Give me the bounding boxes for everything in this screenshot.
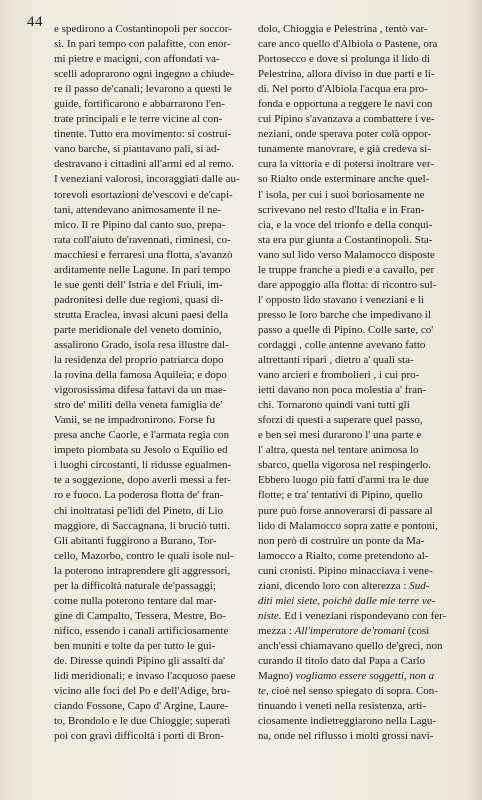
right-column-line: sbarco, quella vigorosa nel respingerlo. bbox=[258, 459, 431, 472]
quoted-speech: te, bbox=[258, 685, 269, 698]
left-column-line: destravano i cittadini all'armi ed al remo. bbox=[54, 158, 235, 171]
left-column-line: stro de' militi della veneta famiglia de' bbox=[54, 399, 223, 412]
left-column-line: rata coll'aiuto de'ravennati, riminesi, co- bbox=[54, 233, 231, 246]
right-column-line: tunamente manovrare, e già credeva si- bbox=[258, 143, 431, 156]
right-column-line: ziani, dicendo loro con alterezza : Sud- bbox=[258, 579, 430, 592]
right-column-line: care anco quello d'Albiola o Pastene, ora bbox=[258, 38, 438, 51]
page-number: 44 bbox=[27, 14, 43, 30]
right-column-line: scrivevano nel resto d'Italia e in Fran- bbox=[258, 203, 425, 216]
left-column-line: vano barche, si piantavano pali, si ad- bbox=[54, 143, 221, 156]
right-column-line: niste. Ed i veneziani rispondevano con fer- bbox=[258, 609, 447, 622]
right-column-line: cordaggi , colle antenne avevano fatto bbox=[258, 338, 426, 351]
left-column-line: come nulla poterono tentare dal mar- bbox=[54, 594, 217, 607]
right-column-line: mezza : All'imperatore de'romani (così bbox=[258, 624, 430, 637]
right-column-line: e ben sei mesi durarono l' una parte e bbox=[258, 429, 422, 442]
left-column-line: I veneziani valorosi, incoraggiati dalle au- bbox=[54, 173, 240, 186]
right-text-column bbox=[258, 22, 463, 744]
right-column-line: fonda e opportuna a reggere le navi con bbox=[258, 98, 433, 111]
right-column-line: presso le loro barche che impedivano il bbox=[258, 308, 431, 321]
right-column-line: cia, e la voce del trionfo e della conqui- bbox=[258, 218, 433, 231]
right-column-line: vano arcieri e frombolieri , i cui pro- bbox=[258, 369, 420, 382]
left-column-line: re il passo de'canali; levarono a questi le bbox=[54, 83, 232, 96]
left-column-line: trate principali e le terre vicine al con- bbox=[54, 113, 223, 126]
left-column-line: maggiore, di Saccagnana, li bruciò tutti. bbox=[54, 519, 230, 532]
left-column-line: ben muniti e tolte da per tutto le gui- bbox=[54, 639, 216, 652]
left-column-line: scelli adoprarono ogni ingegno a chiude- bbox=[54, 68, 234, 81]
left-column-line: padronitesi delle due regioni, quasi di- bbox=[54, 293, 224, 306]
right-column-line: le truppe franche a piedi e a cavallo, per bbox=[258, 263, 435, 276]
left-column-line: presa anche Caorle, e l'armata regia con bbox=[54, 429, 230, 442]
right-column-line: Portosecco e dove si prolunga il lido di bbox=[258, 53, 430, 66]
left-column-line: i luoghi circostanti, li ridusse egualmen- bbox=[54, 459, 232, 472]
left-column-line: chi inoltratasi pe'lidi del Pineto, di Lio bbox=[54, 504, 224, 517]
right-column-line: tinuando i veneti nella resistenza, arti- bbox=[258, 700, 426, 713]
right-column-line: curando il titolo dato dal Papa a Carlo bbox=[258, 654, 426, 667]
left-column-line: lidi meridionali; e invaso l'acquoso paese bbox=[54, 670, 236, 683]
right-column-line: Ebbero luogo più fatti d'armi tra le due bbox=[258, 474, 429, 487]
left-column-line: mi pietre e macigni, con affondati va- bbox=[54, 53, 220, 66]
right-column-line: lido di Malamocco sopra zatte e pontoni, bbox=[258, 519, 438, 532]
left-column-line: macchiesi e ferraresi una flotta, s'avanzò bbox=[54, 248, 233, 261]
right-column-line: dare appoggio alla flotta: di ricontro sul- bbox=[258, 278, 437, 291]
left-column-line: le sue genti dell' Istria e del Friuli, im- bbox=[54, 278, 223, 291]
right-column-line: dolo, Chioggia e Pelestrina , tentò var- bbox=[258, 23, 428, 35]
right-column-line: sta era pur giunta a Costantinopoli. Sta- bbox=[258, 233, 433, 246]
right-column-line: l' opposto lido stavano i veneziani e li bbox=[258, 293, 425, 306]
left-column-line: mico. Il re Pipino dal canto suo, prepa- bbox=[54, 218, 226, 231]
left-column-line: impeto piombata su Jesolo o Equilio ed bbox=[54, 444, 228, 457]
left-column-line: vicino alle foci del Po e dell'Adige, bru- bbox=[54, 685, 231, 698]
right-column-line: chi. Tornarono quindi vani tutti gli bbox=[258, 399, 410, 412]
left-column-line: ro e fuoco. La poderosa flotta de' fran- bbox=[54, 489, 224, 502]
left-column-line: guide, fortificarono e abbarrarono l'en- bbox=[54, 98, 225, 111]
left-column-line: la rovina della famosa Aquileia; e dopo bbox=[54, 369, 227, 382]
left-column-line: poi con gravi difficoltà i porti di Bron- bbox=[54, 730, 224, 743]
right-column-line: l' isola, per cui i suoi boriosamente ne bbox=[258, 188, 425, 201]
left-column-line: te a soggezione, dopo averli messi a fer- bbox=[54, 474, 231, 487]
right-column-line: cui Pipino s'avanzava a combattere i ve- bbox=[258, 113, 435, 126]
right-column-line: altrettanti ripari , dietro a' quali sta- bbox=[258, 354, 414, 367]
right-column-line: Magno) vogliamo essere soggetti, non a bbox=[258, 670, 435, 683]
left-column-line: Vanii, se ne impadronirono. Forse fu bbox=[54, 414, 215, 427]
left-column-line: to, Brondolo e le due Chioggie; superati bbox=[54, 715, 231, 728]
left-column-line: arditamente nelle Lagune. In pari tempo bbox=[54, 263, 231, 276]
quoted-speech: diti miei siete, poichè dalle mie terre ve- bbox=[258, 594, 436, 607]
right-column-line: ciosamente indietreggiarono nella Lagu- bbox=[258, 715, 437, 728]
right-column-line: na, onde nel riflusso i molti grossi navi- bbox=[258, 730, 434, 743]
left-column-line: tani, attendevano animosamente il ne- bbox=[54, 203, 222, 216]
right-column-line: lamocco a Rialto, come pretendono al- bbox=[258, 549, 429, 562]
left-column-line: nifico, essendo i canali artificiosamente bbox=[54, 624, 229, 637]
left-column-line: cello, Mazorbo, contro le quali isole nul- bbox=[54, 549, 234, 562]
right-column-line: flotte; e tra' tentativi di Pipino, quello bbox=[258, 489, 423, 502]
left-column-line: de. Diresse quindi Pipino gli assalti da' bbox=[54, 654, 225, 667]
right-column-line: ietti davano non poca molestia a' fran- bbox=[258, 384, 427, 397]
right-column-line: cuni cronisti. Pipino minacciava i vene- bbox=[258, 564, 433, 577]
right-column-line: neziani, onde sperava poter colà oppor- bbox=[258, 128, 432, 141]
left-column-line: vigorosissima difesa fattavi da un mae- bbox=[54, 384, 227, 397]
left-column-line: ciando Fossone, Capo d' Argine, Laure- bbox=[54, 700, 229, 713]
right-column-line: l' altra, questa nel tentare animosa lo bbox=[258, 444, 419, 457]
left-column-line: e spedirono a Costantinopoli per soccor- bbox=[54, 23, 232, 35]
left-column-line: la poterono intraprendere gli aggressori, bbox=[54, 564, 231, 577]
left-column-line: strutta Eraclea, invasi alcuni paesi della bbox=[54, 308, 229, 321]
page-edge-shadow bbox=[468, 0, 482, 800]
right-column-line bbox=[258, 594, 463, 609]
right-column-line: cura la vittoria e di potersi inoltrare ver- bbox=[258, 158, 435, 171]
left-column-line: parte meridionale del veneto dominio, bbox=[54, 323, 222, 336]
left-column-line: la residenza del proprio patriarca dopo bbox=[54, 354, 224, 367]
right-column-line: vano sul lido verso Malamocco disposte bbox=[258, 248, 435, 261]
left-column-line: per la difficoltà naturale de'passaggi; bbox=[54, 579, 216, 592]
right-column-line: Pelestrina, allora diviso in due parti e li- bbox=[258, 68, 435, 81]
quoted-speech: Sud- bbox=[409, 579, 430, 592]
quoted-speech: niste. bbox=[258, 609, 282, 622]
right-column-line: anch'essi chiamavano quello de'greci, non bbox=[258, 639, 443, 652]
left-column-line: torevoli esortazioni de'vescovi e de'capi- bbox=[54, 188, 233, 201]
quoted-speech: All'imperatore de'romani bbox=[294, 624, 406, 637]
left-column-line: gine di Campalto, Tessera, Mestre, Bo- bbox=[54, 609, 226, 622]
left-column-line: si. In pari tempo con palafitte, con enor- bbox=[54, 38, 231, 51]
right-column-line: passo a quelle di Pipino. Colle sarte, co' bbox=[258, 323, 434, 336]
left-column-line: assalirono Grado, isola resa illustre dal- bbox=[54, 338, 229, 351]
right-column-line: pure può forse annoverarsi di passare al bbox=[258, 504, 433, 517]
quoted-speech: vogliamo essere soggetti, non a bbox=[295, 670, 435, 683]
left-column-line: tinente. Tutto era movimento: si costrui- bbox=[54, 128, 232, 141]
right-column-line: te, cioè nel senso spiegato di sopra. Con- bbox=[258, 685, 438, 698]
left-column-line: Gli abitanti fuggirono a Burano, Tor- bbox=[54, 534, 217, 547]
right-column-line: non però di costruire un ponte da Ma- bbox=[258, 534, 425, 547]
right-column-line: so Rialto onde esterminare anche quel- bbox=[258, 173, 430, 186]
left-text-column bbox=[54, 22, 254, 744]
right-column-line: sforzi di questi a superare quel passo, bbox=[258, 414, 423, 427]
right-column-line: di. Nel porto d'Albiola l'acqua era pro- bbox=[258, 83, 428, 96]
